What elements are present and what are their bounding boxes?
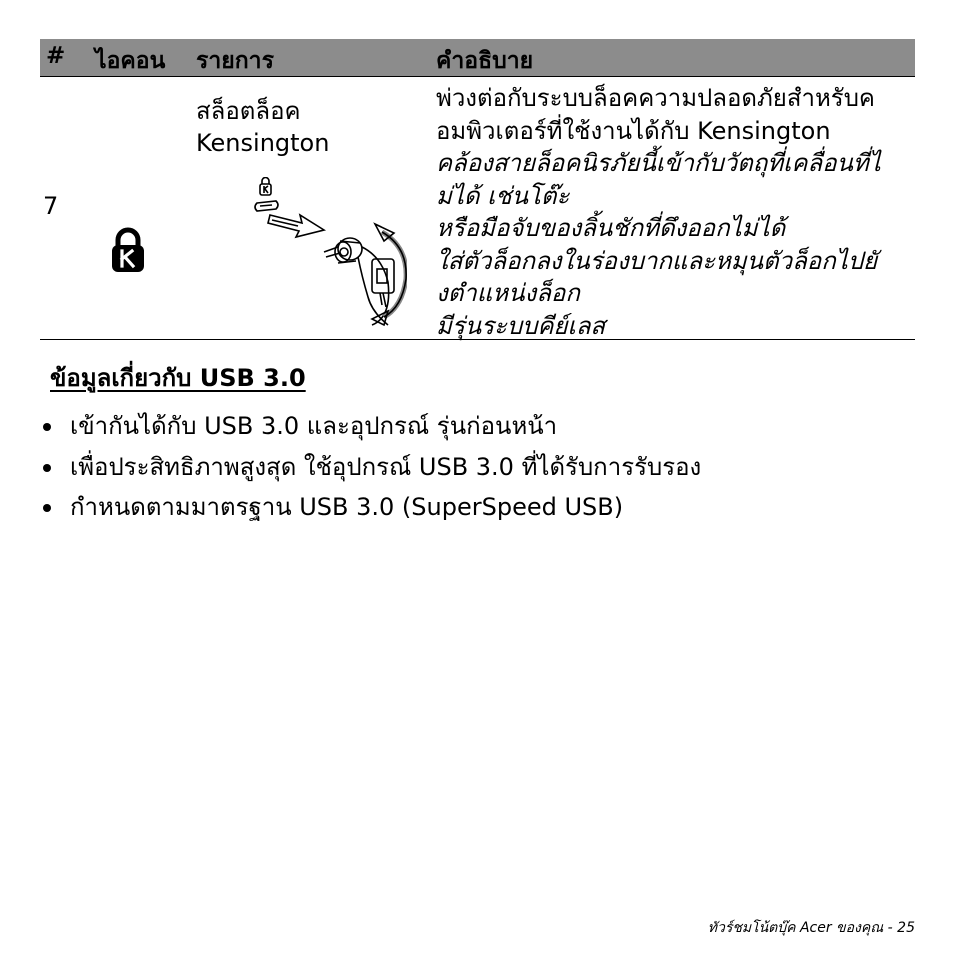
- list-item: กำหนดตามมาตรฐาน USB 3.0 (SuperSpeed USB): [40, 487, 701, 528]
- list-item: เข้ากันได้กับ USB 3.0 และอุปกรณ์ รุ่นก่อนหน้า: [40, 406, 701, 447]
- kensington-lock-illustration: [212, 177, 407, 327]
- table-header: [40, 39, 915, 76]
- description-line: หรือมือจับของลิ้นชักที่ดึงออกไม่ได้: [436, 214, 786, 242]
- description-line: คล้องสายล็อคนิรภัยนี้เข้ากับวัตถุที่เคลื่อนที่ไ: [436, 149, 881, 177]
- item-name: [196, 95, 329, 159]
- kensington-lock-icon: [110, 227, 146, 273]
- row-number: 7: [43, 192, 59, 220]
- description-line: พ่วงต่อกับระบบล็อคความปลอดภัยสำหรับค: [436, 84, 875, 112]
- header-description: คำอธิบาย: [436, 48, 534, 74]
- item-name-line: Kensington: [196, 129, 330, 157]
- table-row: [40, 76, 915, 340]
- header-number: #: [46, 43, 66, 69]
- page-footer: ทัวร์ชมโน้ตบุ๊ค Acer ของคุณ - 25: [707, 920, 915, 936]
- usb-bullet-list: [40, 406, 701, 528]
- header-icon: ไอคอน: [95, 48, 166, 74]
- features-table: [40, 39, 915, 340]
- section-title: ข้อมูลเกี่ยวกับ USB 3.0: [50, 364, 306, 392]
- description-line: ใส่ตัวล็อกลงในร่องบากและหมุนตัวล็อกไปยั: [436, 246, 878, 275]
- header-item: รายการ: [196, 48, 274, 74]
- description-line: ม่ได้ เช่นโต๊ะ: [436, 181, 570, 210]
- description-line: มีรุ่นระบบคีย์เลส: [436, 311, 606, 340]
- description-line: อมพิวเตอร์ที่ใช้งานได้กับ Kensington: [436, 116, 831, 145]
- item-description: [436, 82, 914, 342]
- item-name-line: สล็อตล็อค: [196, 97, 301, 125]
- list-item: เพื่อประสิทธิภาพสูงสุด ใช้อุปกรณ์ USB 3.0 ที่ได้รับการรับรอง: [40, 447, 701, 488]
- description-line: งตำแหน่งล็อก: [436, 279, 580, 307]
